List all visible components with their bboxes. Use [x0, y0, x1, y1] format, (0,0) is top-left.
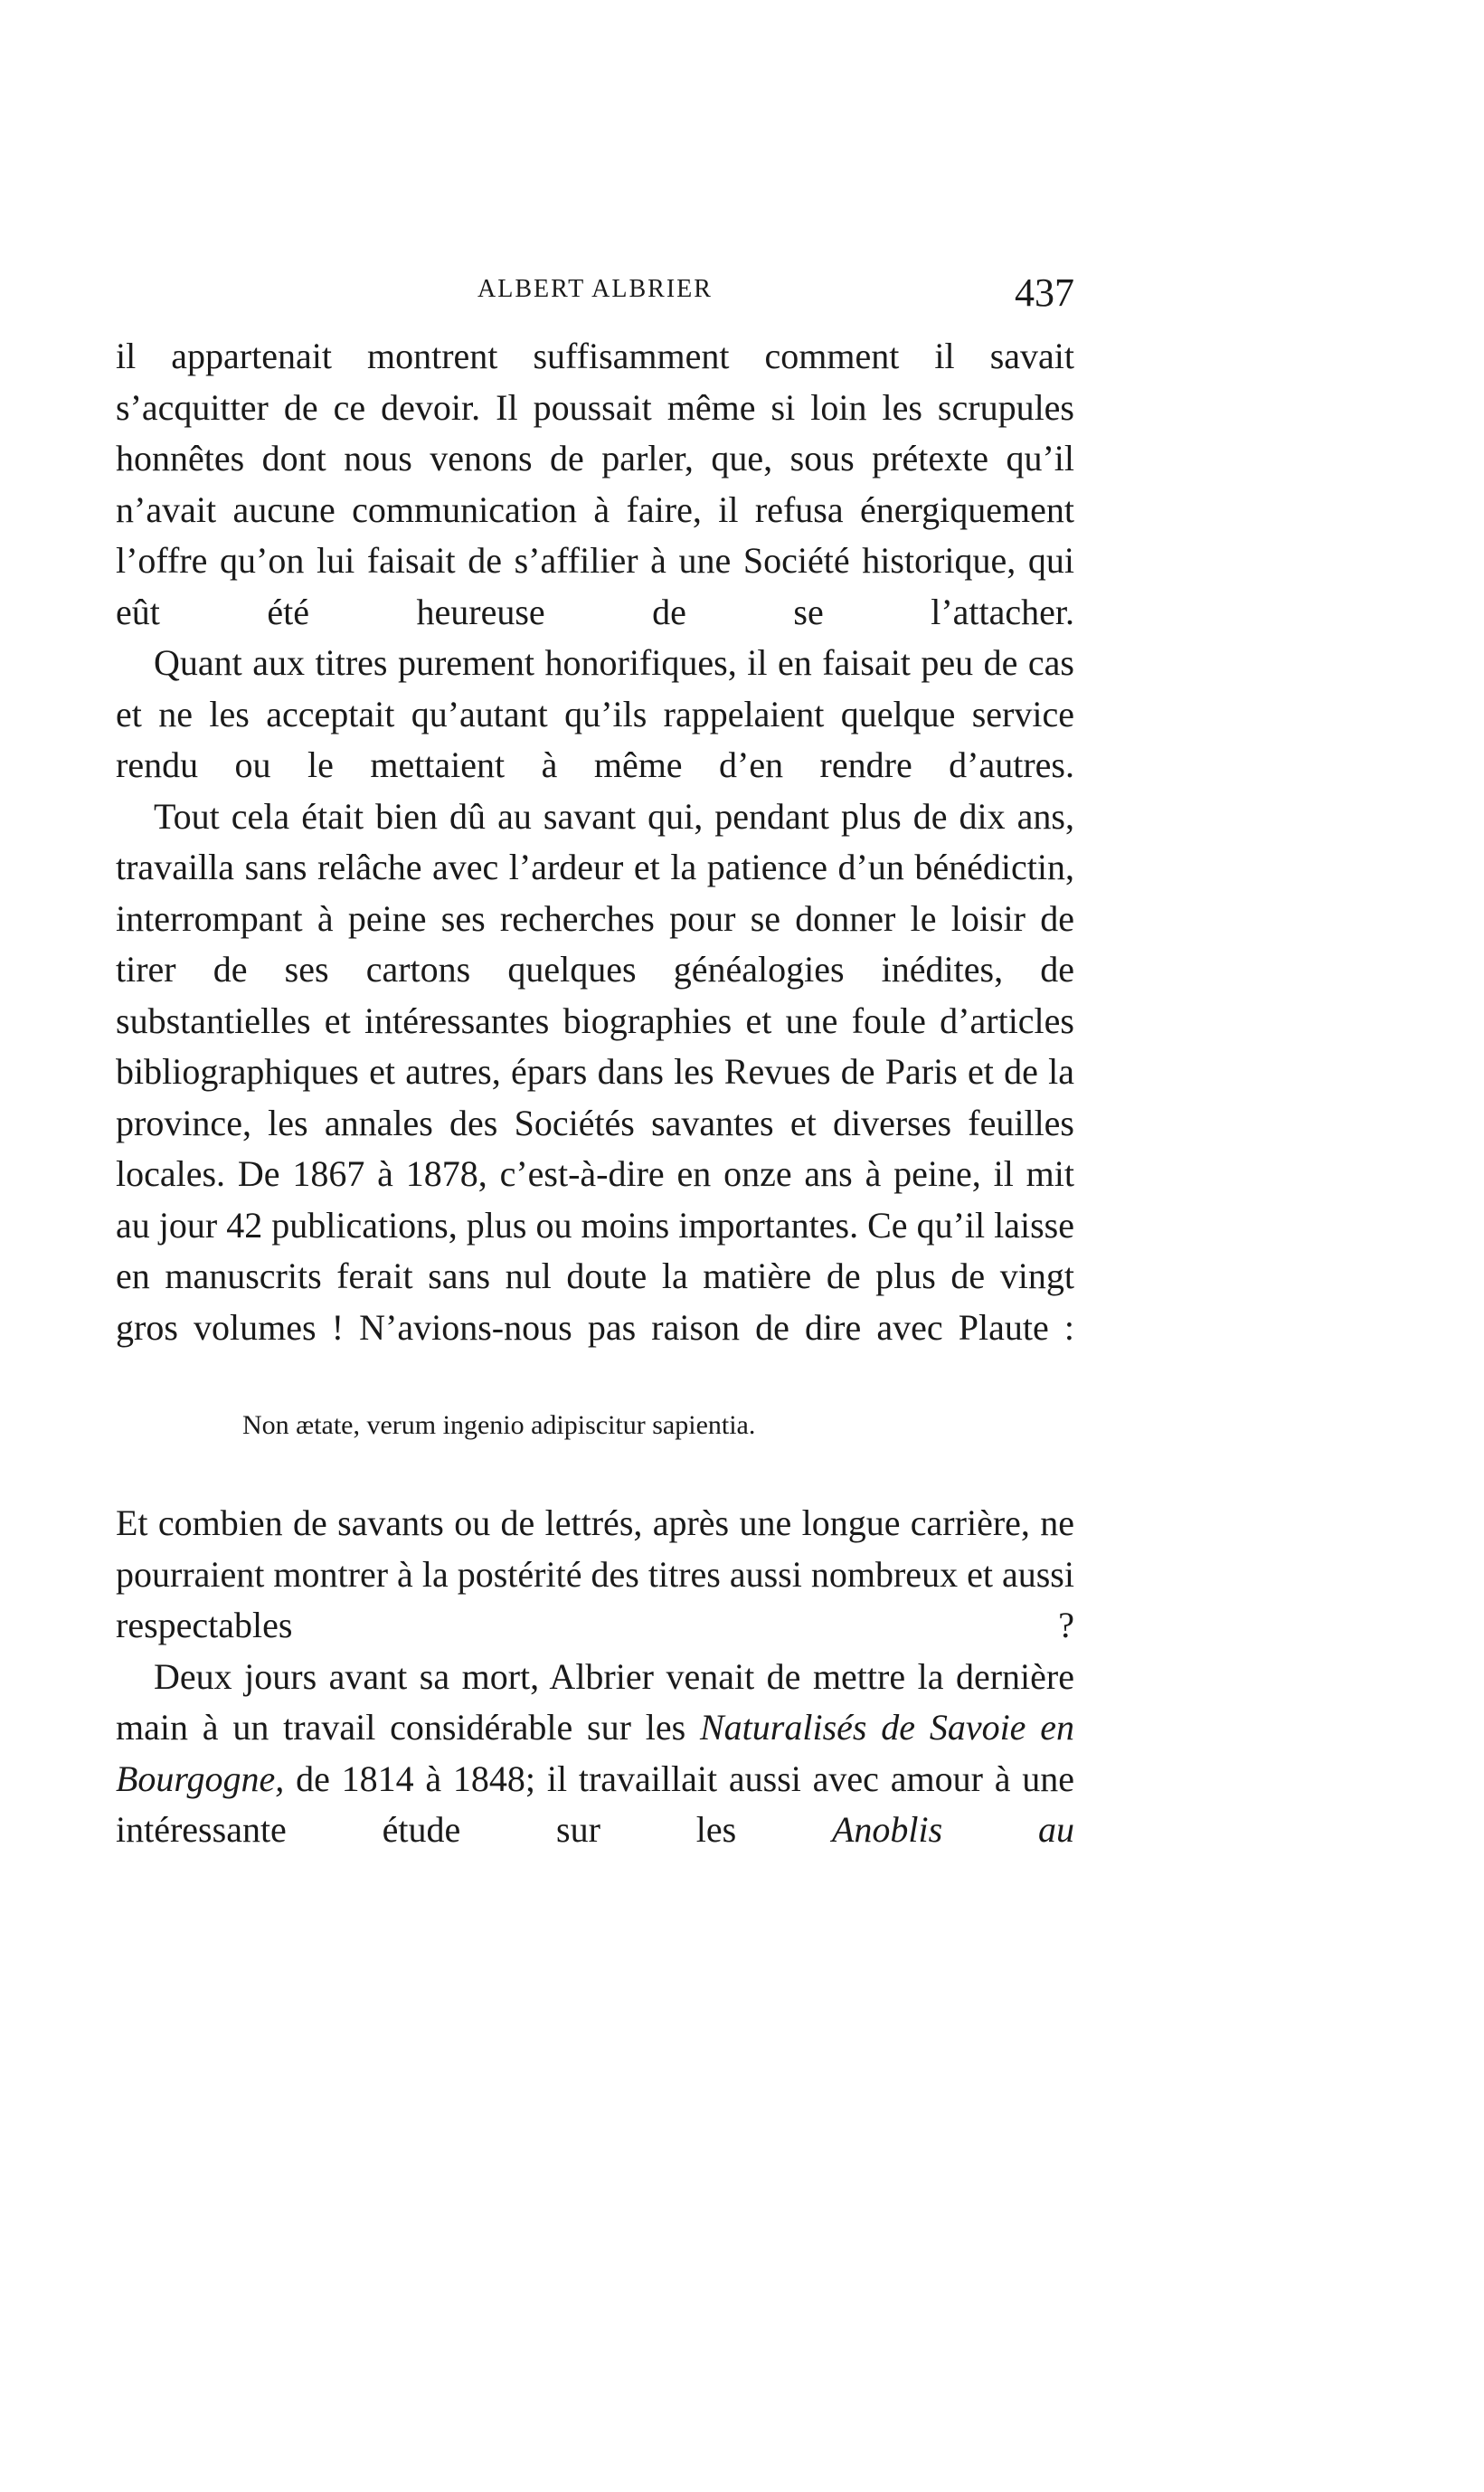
paragraph-4: Et combien de savants ou de lettrés, après une longue carrière, ne pourraient montrer à la postérité des titres aussi nombreux et aussi respectables ? [116, 1502, 1074, 1645]
paragraph-2: Quant aux titres purement honorifiques, il en faisait peu de cas et ne les acceptait qu’autant qu’ils rappelaient quelque service rendu ou le mettaient à même d’en rendre d’autres. [116, 642, 1074, 785]
paragraph-3: Tout cela était bien dû au savant qui, pendant plus de dix ans, travailla sans relâche avec l’ardeur et la patience d’un bénédictin, interrompant à peine ses recherches pour se donner le loisir de tirer de ses cartons quelques généalogies inédites, de substantielles et intéressantes biographies et une foule d’articles bibliographiques et autres, épars dans les Revues de Paris et de la province, les annales des Sociétés savantes et diverses feuilles locales. De 1867 à 1878, c’est-à-dire en onze ans à peine, il mit au jour 42 publications, plus ou moins importantes. Ce qu’il laisse en manuscrits ferait sans nul doute la matière de plus de vingt gros volumes ! N’avions-nous pas raison de dire avec Plaute : [116, 795, 1074, 1348]
paragraph-1: il appartenait montrent suffisamment comment il savait s’acquitter de ce devoir. Il poussait même si loin les scrupules honnêtes dont nous venons de parler, que, sous prétexte qu’il n’avait aucune communication à faire, il refusa énergiquement l’offre qu’on lui faisait de s’affilier à une Société historique, qui eût été heureuse de se l’attacher. [116, 336, 1074, 632]
page-number: 437 [1015, 270, 1074, 315]
paragraph-5-italic-end: Anoblis au [831, 1809, 1074, 1850]
paragraph-5-text-middle: de 1814 à 1848; il travaillait aussi avec amour à une intéressante étude sur les [116, 1758, 1074, 1850]
running-title: ALBERT ALBRIER [477, 275, 713, 303]
latin-quotation: Non ætate, verum ingenio adipiscitur sapientia. [242, 1410, 756, 1440]
body-text [116, 331, 1074, 1856]
paragraph-5-text-start: Deux jours avant sa mort, Albrier venait de mettre la dernière main à un travail considérable sur les [116, 1655, 1074, 1748]
running-header [116, 270, 1074, 315]
paragraph-5 [116, 1652, 1074, 1856]
paragraph-5-italic-title: Naturalisés de Savoie en Bourgogne, [116, 1707, 1074, 1799]
